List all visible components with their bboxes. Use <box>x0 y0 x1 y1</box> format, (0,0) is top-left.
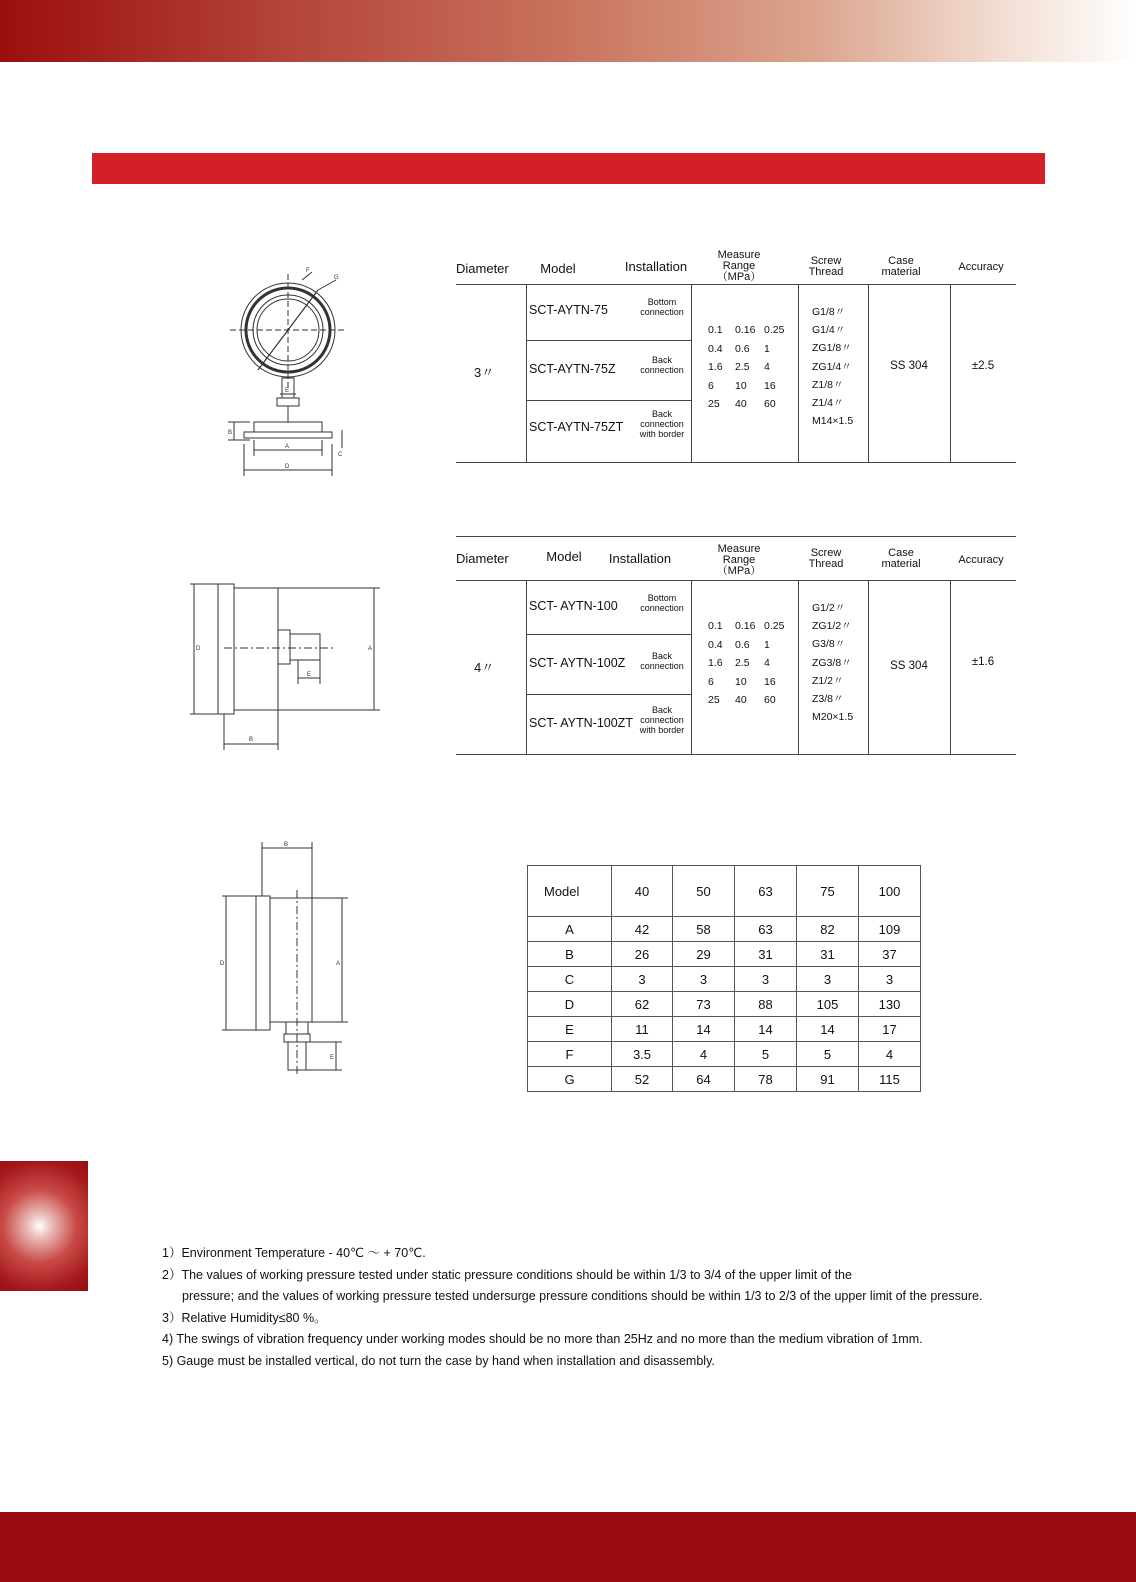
dim-label: A <box>336 961 341 967</box>
dimension-table <box>527 865 921 1092</box>
dim-label: E <box>285 388 290 394</box>
model-name: SCT-AYTN-75ZT <box>529 420 624 434</box>
bottom-footer-band <box>0 1512 1136 1582</box>
accuracy-value: ±2.5 <box>971 360 995 372</box>
measure-range-values: 0.1 0.16 0.25 0.4 0.6 1 1.6 2.5 4 6 10 16 25 40 60 <box>708 620 785 706</box>
model-name: SCT-AYTN-75Z <box>529 362 616 376</box>
dim-label: E <box>307 672 312 678</box>
installation-type: Bottom connection <box>640 593 684 613</box>
table-rule <box>456 284 1016 285</box>
installation-type: Back connection with border <box>639 705 685 735</box>
header-accuracy: Accuracy <box>958 554 1004 566</box>
header-case-material: Case material <box>881 255 921 278</box>
note-item: 3）Relative Humidity≤80 %。 <box>162 1310 327 1325</box>
installation-type: Bottom connection <box>640 297 684 317</box>
table-rule <box>456 462 1016 463</box>
column-header: 40 <box>612 866 673 917</box>
installation-type: Back connection with border <box>639 409 685 439</box>
dim-label: A <box>285 444 290 450</box>
table-row: A 42 58 63 82 109 <box>528 917 921 942</box>
header-case-material: Case material <box>881 547 921 570</box>
case-material-value: SS 304 <box>890 660 928 672</box>
note-item: 1）Environment Temperature - 40℃ ～ + 70℃. <box>162 1246 426 1260</box>
column-header: 50 <box>673 866 735 917</box>
gauge-drawing-front <box>220 262 350 492</box>
column-header: 75 <box>797 866 859 917</box>
dim-label: B <box>228 430 233 436</box>
dim-label: G <box>334 275 339 281</box>
table-row: G 52 64 78 91 115 <box>528 1067 921 1092</box>
header-model: Model <box>540 261 576 276</box>
dim-label: E <box>330 1055 335 1061</box>
accuracy-value: ±1.6 <box>971 656 995 668</box>
model-name: SCT- AYTN-100ZT <box>529 716 633 730</box>
table-row: D 62 73 88 105 130 <box>528 992 921 1017</box>
top-header-band <box>0 0 1136 62</box>
model-name: SCT-AYTN-75 <box>529 303 608 317</box>
screw-thread-values: G1/2〃 ZG1/2〃 G3/8〃 ZG3/8〃 Z1/2〃 Z3/8〃 M20×1.5 <box>812 602 854 724</box>
table-rule <box>456 536 1016 537</box>
header-diameter: Diameter <box>456 551 509 566</box>
table-row: B 26 29 31 31 37 <box>528 942 921 967</box>
table-row: E 11 14 14 14 17 <box>528 1017 921 1042</box>
model-name: SCT- AYTN-100Z <box>529 656 626 670</box>
dim-label: D <box>220 961 225 967</box>
installation-type: Back connection <box>640 651 684 671</box>
gauge-drawing-side-back <box>186 578 386 758</box>
header-measure-range: Measure Range （MPa） <box>716 543 762 577</box>
table-row: F 3.5 4 5 5 4 <box>528 1042 921 1067</box>
header-screw-thread: Screw Thread <box>808 255 844 278</box>
table-rule <box>456 580 1016 581</box>
table-header-row <box>528 866 921 917</box>
dim-label: F <box>306 268 310 274</box>
dim-label: B <box>249 737 254 743</box>
header-measure-range: Measure Range （MPa） <box>716 249 762 283</box>
diameter-value: 3〃 <box>474 365 495 380</box>
dim-label: D <box>285 464 290 470</box>
model-name: SCT- AYTN-100 <box>529 599 618 613</box>
dim-label: C <box>338 452 343 458</box>
section-title-bar <box>92 153 1045 184</box>
header-screw-thread: Screw Thread <box>808 547 844 570</box>
case-material-value: SS 304 <box>890 360 928 372</box>
header-model: Model <box>546 549 582 564</box>
spec-table-3in <box>456 248 1016 463</box>
column-header: 100 <box>859 866 921 917</box>
technical-notes <box>162 1243 982 1372</box>
note-item: 4) The swings of vibration frequency under working modes should be no more than 25Hz and no more than the medium vibration of 1mm. <box>162 1332 923 1346</box>
header-installation: Installation <box>608 551 672 566</box>
dim-label: B <box>284 842 289 848</box>
header-installation: Installation <box>624 259 688 274</box>
note-item: pressure; and the values of working pressure tested undersurge pressure conditions should be within 1/3 to 2/3 of the upper limit of the pressure. <box>182 1289 983 1303</box>
spec-table-4in <box>456 536 1016 756</box>
installation-type: Back connection <box>640 355 684 375</box>
dim-label: D <box>196 646 201 652</box>
column-header: 63 <box>735 866 797 917</box>
measure-range-values: 0.1 0.16 0.25 0.4 0.6 1 1.6 2.5 4 6 10 16 25 40 60 <box>708 324 785 410</box>
header-diameter: Diameter <box>456 261 509 276</box>
note-item: 2）The values of working pressure tested under static pressure conditions should be within 1/3 to 3/4 of the upper limit of the <box>162 1267 852 1282</box>
diameter-value: 4〃 <box>474 660 495 675</box>
gauge-drawing-side-bottom <box>212 840 362 1080</box>
header-accuracy: Accuracy <box>958 261 1004 273</box>
note-item: 5) Gauge must be installed vertical, do not turn the case by hand when installation and disassembly. <box>162 1353 715 1368</box>
column-header: Model <box>528 866 612 917</box>
table-rule <box>456 754 1016 755</box>
table-row: C 3 3 3 3 3 <box>528 967 921 992</box>
screw-thread-values: G1/8〃 G1/4〃 ZG1/8〃 ZG1/4〃 Z1/8〃 Z1/4〃 M14×1.5 <box>812 306 854 428</box>
decorative-side-block <box>0 1161 88 1291</box>
dim-label: A <box>368 646 373 652</box>
